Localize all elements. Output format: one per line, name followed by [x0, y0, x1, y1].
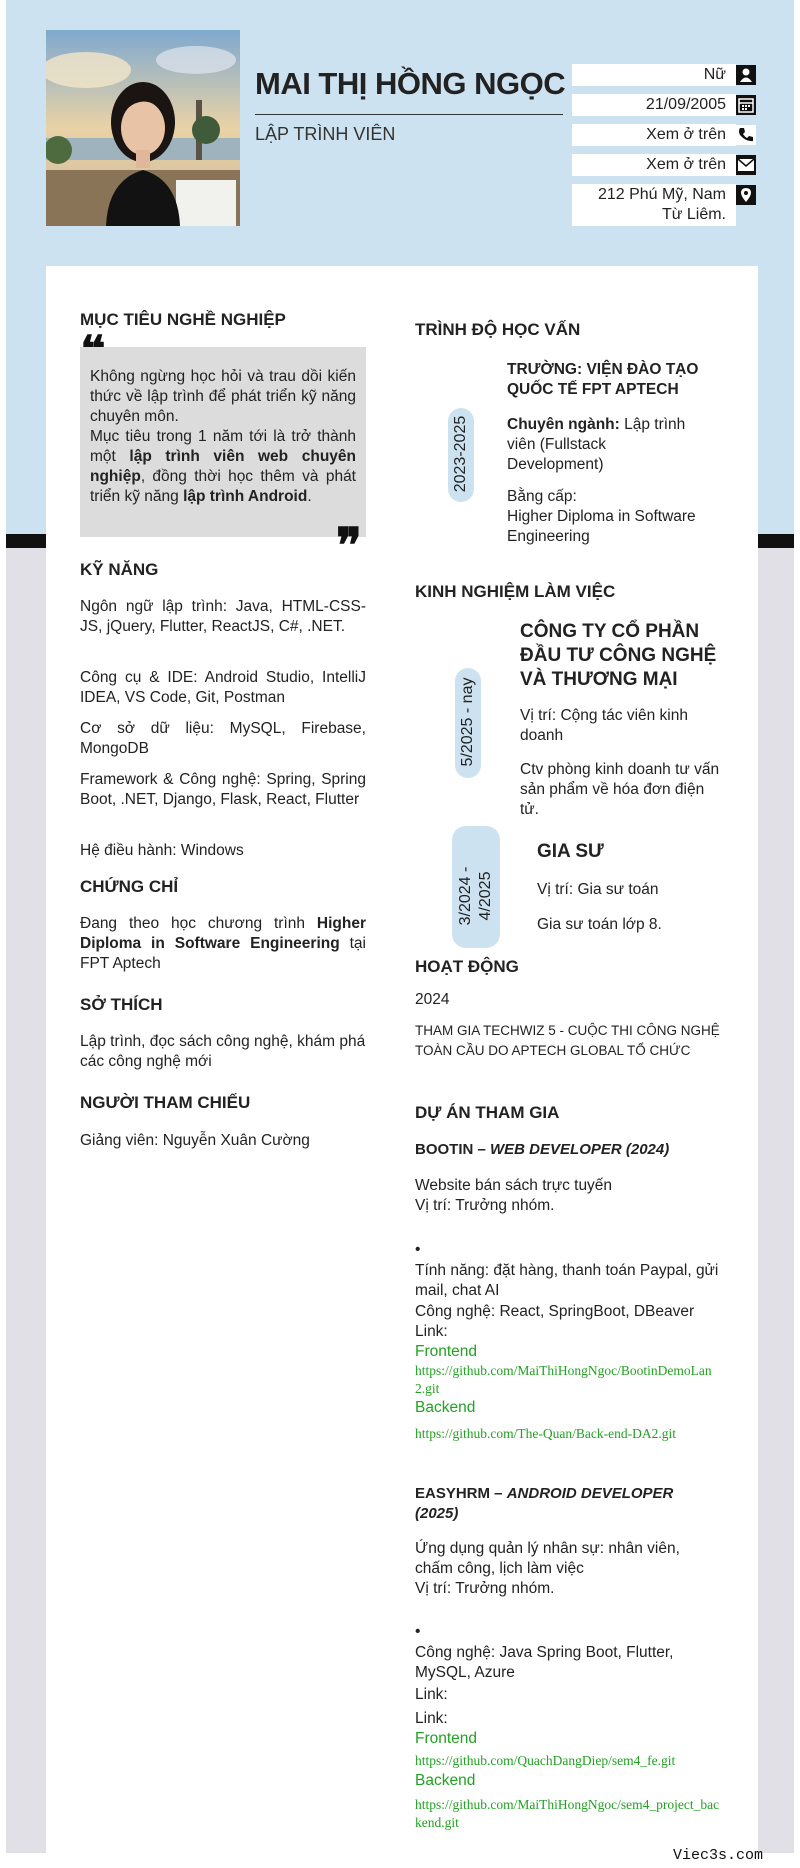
- education-heading: TRÌNH ĐỘ HỌC VẤN: [415, 320, 581, 339]
- profile-photo: [46, 30, 240, 226]
- job-period: 3/2024 - 4/2025: [457, 866, 494, 926]
- education-period: 2023-2025: [452, 415, 469, 493]
- job-company: CÔNG TY CỔ PHẦN ĐẦU TƯ CÔNG NGHỆ VÀ THƯƠNG MẠI: [520, 621, 717, 690]
- job-description: Gia sư toán lớp 8.: [537, 916, 662, 933]
- project-features: Tính năng: đặt hàng, thanh toán Paypal, gửi mail, chat AI: [415, 1262, 719, 1299]
- references-heading: NGƯỜI THAM CHIẾU: [80, 1093, 251, 1112]
- contact-gender: Nữ: [572, 64, 736, 86]
- contact-address: [572, 184, 736, 226]
- contact-email: Xem ở trên: [572, 154, 736, 176]
- skill-item: Ngôn ngữ lập trình: Java, HTML-CSS-JS, jQuery, Flutter, ReactJS, C#, .NET.: [80, 598, 366, 635]
- job-period: 5/2025 - nay: [459, 677, 476, 767]
- backend-link[interactable]: https://github.com/The-Quan/Back-end-DA2.git: [415, 1426, 676, 1441]
- project-link-label: Link:: [415, 1323, 448, 1340]
- education-school: TRƯỜNG: VIỆN ĐÀO TẠO QUỐC TẾ FPT APTECH: [507, 361, 699, 398]
- objective-text-2: Mục tiêu trong 1 năm tới là trở thành một lập trình viên web chuyên nghiệp, đồng thời học thêm và phát triển kỹ năng lập trình Android.: [90, 428, 356, 505]
- skills-heading: KỸ NĂNG: [80, 560, 159, 579]
- education-major: Chuyên ngành: Lập trình viên (Fullstack Development): [507, 416, 686, 473]
- location-pin-icon: [736, 185, 756, 205]
- profile-name: MAI THỊ HỒNG NGỌC: [255, 66, 566, 101]
- close-quote-icon: ❞: [336, 518, 362, 574]
- project-description: Ứng dụng quản lý nhân sự: nhân viên, chấm công, lịch làm việc Vị trí: Trưởng nhóm.: [415, 1540, 680, 1597]
- frontend-link-label[interactable]: Frontend: [415, 1730, 478, 1747]
- skill-item: Hệ điều hành: Windows: [80, 842, 244, 859]
- activity-text: THAM GIA TECHWIZ 5 - CUỘC THI CÔNG NGHỆ TOÀN CẦU DO APTECH GLOBAL TỔ CHỨC: [415, 1023, 720, 1058]
- skill-item: Framework & Công nghệ: Spring, Spring Boot, .NET, Django, Flask, React, Flutter: [80, 771, 366, 808]
- frontend-link-label[interactable]: Frontend: [415, 1343, 478, 1360]
- backend-link[interactable]: https://github.com/MaiThiHongNgoc/sem4_project_backend.git: [415, 1797, 720, 1830]
- contact-birthday: 21/09/2005: [572, 94, 736, 116]
- backend-link-label[interactable]: Backend: [415, 1772, 476, 1789]
- bullet-icon: •: [415, 1241, 421, 1258]
- job-company: GIA SƯ: [537, 841, 604, 862]
- name-divider: [255, 114, 563, 115]
- bullet-icon: •: [415, 1623, 421, 1640]
- user-icon: [736, 65, 756, 85]
- job-description: Ctv phòng kinh doanh tư vấn sản phẩm về hóa đơn điện tử.: [520, 761, 720, 818]
- profile-role: LẬP TRÌNH VIÊN: [255, 124, 396, 144]
- hobbies-heading: SỞ THÍCH: [80, 995, 163, 1014]
- objective-quote: [80, 347, 366, 537]
- hobbies-text: Lập trình, đọc sách công nghệ, khám phá các công nghệ mới: [80, 1033, 366, 1070]
- project-title: EASYHRM – ANDROID DEVELOPER (2025): [415, 1485, 674, 1522]
- objective-heading: MỤC TIÊU NGHỀ NGHIỆP: [80, 310, 286, 329]
- project-link-label: Link:: [415, 1686, 448, 1703]
- backend-link-label[interactable]: Backend: [415, 1399, 476, 1416]
- frontend-link[interactable]: https://github.com/QuachDangDiep/sem4_fe.git: [415, 1753, 676, 1768]
- certificates-text: Đang theo học chương trình Higher Diploma in Software Engineering tại FPT Aptech: [80, 915, 366, 972]
- project-description: Website bán sách trực tuyến Vị trí: Trưởng nhóm.: [415, 1177, 613, 1214]
- contact-phone: Xem ở trên: [572, 124, 736, 146]
- job-position: Vị trí: Gia sư toán: [537, 881, 659, 898]
- references-text: Giảng viên: Nguyễn Xuân Cường: [80, 1132, 310, 1149]
- job-position: Vị trí: Cộng tác viên kinh doanh: [520, 707, 688, 744]
- project-tech: Công nghệ: Java Spring Boot, Flutter, MySQL, Azure: [415, 1644, 674, 1681]
- projects-heading: DỰ ÁN THAM GIA: [415, 1103, 560, 1122]
- project-title: BOOTIN – WEB DEVELOPER (2024): [415, 1141, 670, 1158]
- project-link-label: Link:: [415, 1710, 448, 1727]
- calendar-icon: [736, 95, 756, 115]
- address-line-1: 212 Phú Mỹ, Nam: [597, 186, 726, 203]
- education-degree: Bằng cấp: Higher Diploma in Software Engineering: [507, 488, 696, 545]
- skill-item: Công cụ & IDE: Android Studio, IntelliJ IDEA, VS Code, Git, Postman: [80, 669, 366, 706]
- activity-year: 2024: [415, 991, 450, 1008]
- phone-icon: [736, 125, 756, 145]
- watermark: Viec3s.com: [672, 1847, 763, 1864]
- address-line-2: Từ Liêm.: [661, 206, 726, 223]
- experience-heading: KINH NGHIỆM LÀM VIỆC: [415, 582, 616, 601]
- activities-heading: HOẠT ĐỘNG: [415, 957, 519, 976]
- objective-text-1: Không ngừng học hỏi và trau dồi kiến thức về lập trình để phát triển kỹ năng chuyên môn.: [90, 368, 356, 425]
- project-tech: Công nghệ: React, SpringBoot, DBeaver: [415, 1303, 695, 1320]
- frontend-link[interactable]: https://github.com/MaiThiHongNgoc/BootinDemoLan2.git: [415, 1363, 712, 1396]
- envelope-icon: [736, 155, 756, 175]
- certificates-heading: CHỨNG CHỈ: [80, 877, 179, 896]
- skill-item: Cơ sở dữ liệu: MySQL, Firebase, MongoDB: [80, 720, 366, 757]
